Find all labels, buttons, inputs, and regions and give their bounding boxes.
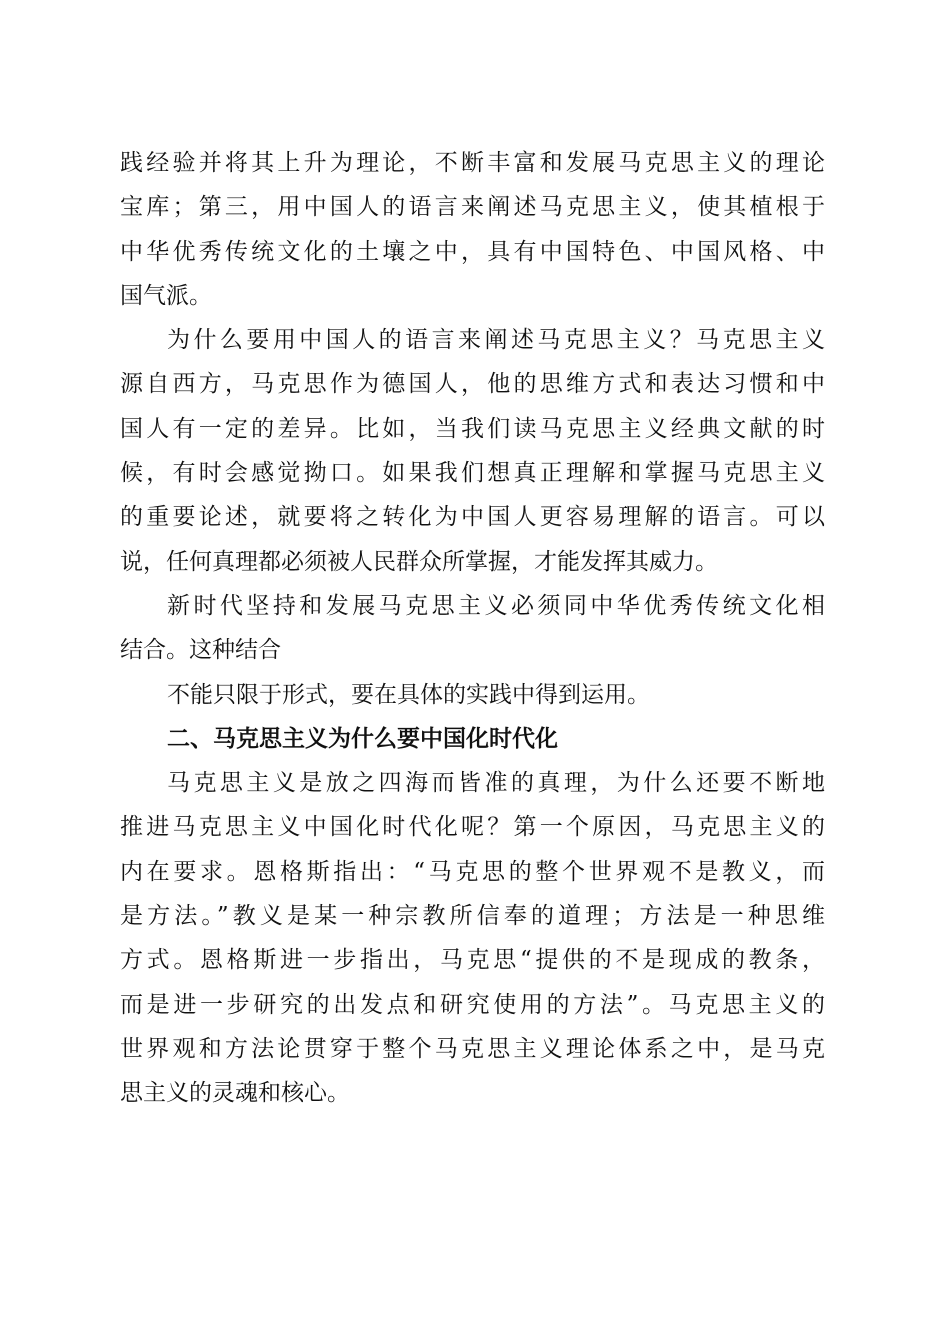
text-line: 而是进一步研究的出发点和研究使用的方法”。马克思主义的 — [120, 991, 825, 1018]
text-line: 新时代坚持和发展马克思主义必须同中华优秀传统文化相 — [167, 592, 825, 619]
text-line: 方式。恩格斯进一步指出，马克思“提供的不是现成的教条， — [120, 947, 825, 974]
text-line: 宝库；第三，用中国人的语言来阐述马克思主义，使其植根于 — [120, 194, 825, 221]
document-page — [120, 141, 825, 1116]
text-line: 内在要求。恩格斯指出：“马克思的整个世界观不是教义，而 — [120, 858, 825, 885]
text-line: 推进马克思主义中国化时代化呢？第一个原因，马克思主义的 — [120, 814, 825, 841]
text-line: 践经验并将其上升为理论，不断丰富和发展马克思主义的理论 — [120, 150, 825, 176]
text-line: 结合。这种结合 — [120, 637, 281, 664]
text-line: 国气派。 — [120, 282, 212, 309]
text-line: 说，任何真理都必须被人民群众所掌握，才能发挥其威力。 — [120, 548, 718, 575]
paragraph-2 — [120, 318, 825, 584]
text-line: 国人有一定的差异。比如，当我们读马克思主义经典文献的时 — [120, 415, 825, 442]
text-line: 候，有时会感觉拗口。如果我们想真正理解和掌握马克思主义 — [120, 460, 825, 487]
paragraph-1 — [120, 141, 825, 318]
text-line: 思主义的灵魂和核心。 — [120, 1080, 350, 1107]
text-line: 源自西方，马克思作为德国人，他的思维方式和表达习惯和中 — [120, 371, 825, 398]
text-line: 马克思主义是放之四海而皆准的真理，为什么还要不断地 — [167, 770, 825, 797]
paragraph-3 — [120, 584, 825, 673]
paragraph-4 — [120, 673, 825, 717]
text-line: 的重要论述，就要将之转化为中国人更容易理解的语言。可以 — [120, 504, 825, 531]
text-line: 不能只限于形式，要在具体的实践中得到运用。 — [167, 681, 650, 708]
text-line: 中华优秀传统文化的土壤之中，具有中国特色、中国风格、中 — [120, 238, 825, 265]
text-line: 为什么要用中国人的语言来阐述马克思主义？马克思主义 — [167, 327, 825, 354]
text-line: 是方法。”教义是某一种宗教所信奉的道理；方法是一种思维 — [120, 903, 825, 930]
section-heading: 二、马克思主义为什么要中国化时代化 — [167, 725, 558, 752]
text-line: 世界观和方法论贯穿于整个马克思主义理论体系之中，是马克 — [120, 1035, 825, 1062]
paragraph-5 — [120, 761, 825, 1115]
